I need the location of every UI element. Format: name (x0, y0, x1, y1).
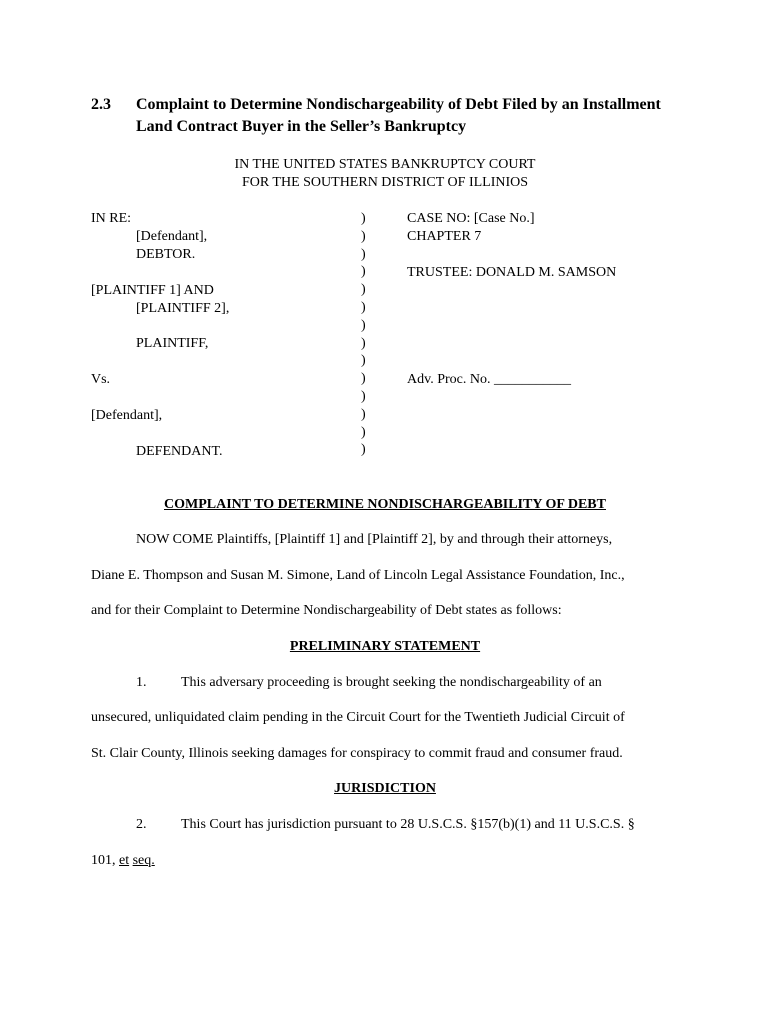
versus-label: Vs. (91, 372, 111, 387)
paren: ) (361, 406, 366, 422)
adversary-proceeding-number: Adv. Proc. No. ___________ (407, 372, 571, 387)
paren: ) (361, 335, 366, 351)
debtor-name: [Defendant], (136, 229, 208, 244)
section-number: 2.3 (91, 96, 111, 113)
paren: ) (361, 246, 366, 262)
paragraph-2-line-1: This Court has jurisdiction pursuant to 28 U.S.C.S. §157(b)(1) and 11 U.S.C.S. § (181, 817, 635, 832)
debtor-label: DEBTOR. (136, 247, 196, 262)
paragraph-1-line-1: This adversary proceeding is brought seeking the nondischargeability of an (181, 675, 602, 690)
court-name: IN THE UNITED STATES BANKRUPTCY COURT (234, 157, 536, 172)
preliminary-statement-heading: PRELIMINARY STATEMENT (289, 639, 481, 654)
paragraph-1-line-2: unsecured, unliquidated claim pending in the Circuit Court for the Twentieth Judicial Circuit of (91, 710, 625, 725)
citation-et: et (119, 853, 130, 868)
complaint-title: COMPLAINT TO DETERMINE NONDISCHARGEABILITY OF DEBT (164, 497, 606, 512)
court-header (0, 156, 770, 192)
in-re-label: IN RE: (91, 211, 132, 226)
paren: ) (361, 388, 366, 404)
caption-divider (361, 210, 366, 459)
court-district: FOR THE SOUTHERN DISTRICT OF ILLINIOS (241, 175, 529, 190)
paragraph-2-number: 2. (136, 817, 147, 832)
paren: ) (361, 211, 366, 226)
citation-prefix: 101, (91, 853, 119, 868)
citation-seq: seq. (132, 853, 155, 868)
jurisdiction-heading: JURISDICTION (334, 781, 436, 796)
paren: ) (361, 264, 366, 280)
intro-line-1: NOW COME Plaintiffs, [Plaintiff 1] and [Plaintiff 2], by and through their attorneys, (136, 532, 613, 547)
paragraph-2-line-2 (91, 852, 681, 870)
plaintiffs-line-1: [PLAINTIFF 1] AND (91, 283, 214, 298)
defendant-name: [Defendant], (91, 408, 163, 423)
paren: ) (361, 371, 366, 387)
paren: ) (361, 228, 366, 244)
paren: ) (361, 353, 366, 369)
paragraph-1-number: 1. (136, 675, 147, 690)
paren: ) (361, 317, 366, 333)
trustee: TRUSTEE: DONALD M. SAMSON (407, 265, 617, 280)
paren: ) (361, 282, 366, 298)
plaintiff-label: PLAINTIFF, (136, 336, 209, 351)
chapter: CHAPTER 7 (407, 229, 482, 244)
paren: ) (361, 442, 366, 458)
paragraph-1-line-3: St. Clair County, Illinois seeking damages for conspiracy to commit fraud and consumer fraud. (91, 746, 623, 761)
section-title: Complaint to Determine Nondischargeability of Debt Filed by an Installment Land Contract Buyer in the Seller’s Bankruptcy (136, 96, 661, 135)
intro-line-2: Diane E. Thompson and Susan M. Simone, Land of Lincoln Legal Assistance Foundation, Inc., (91, 568, 625, 583)
paren: ) (361, 424, 366, 440)
case-caption (0, 210, 770, 470)
intro-line-3: and for their Complaint to Determine Nondischargeability of Debt states as follows: (91, 603, 562, 618)
defendant-label: DEFENDANT. (136, 444, 223, 459)
paren: ) (361, 299, 366, 315)
plaintiffs-line-2: [PLAINTIFF 2], (136, 301, 230, 316)
case-number: CASE NO: [Case No.] (407, 211, 535, 226)
